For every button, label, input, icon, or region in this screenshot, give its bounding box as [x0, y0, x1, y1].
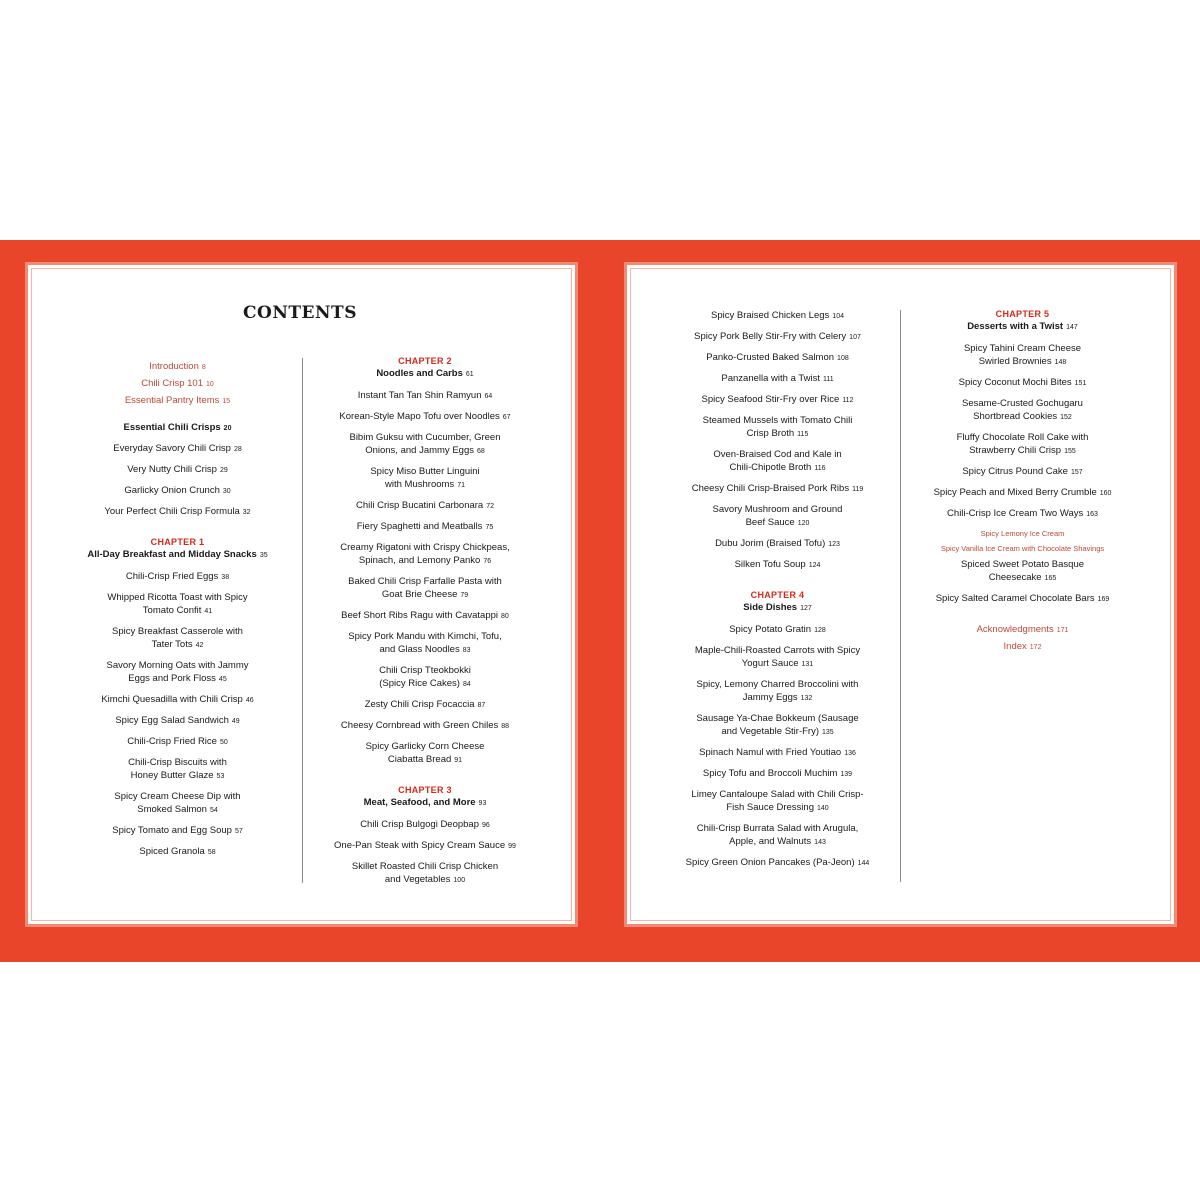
entry-title: Spiced Sweet Potato Basque Cheesecake	[960, 559, 1085, 583]
toc-entry	[660, 309, 895, 323]
page-number: 71	[457, 482, 465, 489]
entry-title: Creamy Rigatoni with Crispy Chickpeas, Spinach, and Lemony Panko	[340, 542, 510, 566]
entry-title: Everyday Savory Chili Crisp	[113, 443, 231, 454]
toc-entry	[310, 860, 540, 887]
page-number: 135	[822, 729, 834, 736]
toc-column-1	[60, 360, 295, 866]
entry-title: Spicy Citrus Pound Cake	[962, 466, 1068, 477]
entry-title: Spicy Pork Mandu with Kimchi, Tofu, and Glass Noodles	[348, 631, 502, 655]
entry-title: Essential Chili Crisps	[123, 422, 221, 433]
page-number: 61	[465, 371, 474, 378]
page-number: 79	[460, 592, 469, 599]
page-number: 29	[219, 467, 228, 474]
entry-title: Silken Tofu Soup	[734, 559, 806, 570]
toc-column-3	[660, 309, 895, 877]
page-number: 46	[245, 697, 254, 704]
page-number: 87	[477, 702, 486, 709]
page-number: 96	[482, 822, 490, 829]
toc-entry	[310, 740, 540, 767]
entry-title: Spicy Coconut Mochi Bites	[958, 377, 1072, 388]
toc-entry	[60, 625, 295, 652]
toc-entry	[660, 644, 895, 671]
page-number: 72	[486, 503, 495, 510]
page-number: 104	[832, 313, 844, 320]
entry-title: Fiery Spaghetti and Meatballs	[356, 521, 483, 532]
toc-entry	[310, 698, 540, 712]
toc-entry	[910, 342, 1135, 369]
page-number: 75	[485, 524, 494, 531]
entry-title: Spicy Cream Cheese Dip with Smoked Salmon	[114, 791, 241, 815]
page-number: 54	[209, 807, 218, 814]
toc-entry	[310, 410, 540, 424]
page-number: 28	[233, 446, 242, 453]
toc-entry	[310, 609, 540, 623]
backmatter-entry	[910, 623, 1135, 637]
section-title	[60, 421, 295, 435]
page-number: 99	[508, 843, 516, 850]
toc-entry	[660, 746, 895, 760]
toc-entry	[60, 505, 295, 519]
toc-entry	[660, 351, 895, 365]
page-number: 147	[1066, 324, 1078, 331]
contents-heading: CONTENTS	[243, 303, 357, 323]
page-number: 68	[476, 448, 485, 455]
entry-title: Spicy Salted Caramel Chocolate Bars	[935, 593, 1095, 604]
page-number: 45	[218, 676, 227, 683]
toc-entry	[310, 719, 540, 733]
toc-entry	[660, 414, 895, 441]
entry-title: Chili-Crisp Burrata Salad with Arugula, Apple, and Walnuts	[696, 823, 859, 847]
toc-column-4	[910, 308, 1135, 657]
entry-title: Savory Morning Oats with Jammy Eggs and Pork Floss	[106, 660, 249, 684]
page-number: 163	[1086, 511, 1098, 518]
toc-entry	[310, 575, 540, 602]
entry-title: Garlicky Onion Crunch	[124, 485, 220, 496]
toc-entry	[910, 558, 1135, 585]
entry-title: Cheesy Cornbread with Green Chiles	[340, 720, 499, 731]
toc-entry	[60, 845, 295, 859]
entry-title: Spicy Garlicky Corn Cheese Ciabatta Bread	[365, 741, 485, 765]
page-number: 123	[828, 541, 840, 548]
page-number: 116	[814, 465, 826, 472]
toc-entry	[660, 537, 895, 551]
entry-title: Spicy Egg Salad Sandwich	[115, 715, 229, 726]
page-number: 136	[844, 750, 856, 757]
entry-title: Spicy Lemony Ice Cream	[980, 529, 1065, 538]
toc-entry	[310, 818, 540, 832]
page-number: 49	[231, 718, 240, 725]
column-divider	[302, 358, 303, 883]
entry-title: Dubu Jorim (Braised Tofu)	[715, 538, 826, 549]
toc-entry	[60, 693, 295, 707]
page-number: 120	[797, 520, 810, 527]
page-number: 76	[483, 558, 492, 565]
entry-title: Panzanella with a Twist	[721, 373, 820, 384]
entry-title: Spicy Tahini Cream Cheese Swirled Brownies	[963, 343, 1082, 367]
entry-title: Panko-Crusted Baked Salmon	[706, 352, 835, 363]
toc-entry	[60, 790, 295, 817]
entry-title: Spicy Miso Butter Linguini with Mushrooms	[370, 466, 480, 490]
toc-entry	[660, 788, 895, 815]
page-number: 32	[242, 509, 251, 516]
page-number: 115	[797, 431, 809, 438]
page-number: 100	[453, 877, 466, 884]
backmatter-entry	[910, 640, 1135, 654]
entry-title: Spicy, Lemony Charred Broccolini with Jammy Eggs	[696, 679, 859, 703]
entry-title: Chili Crisp Bulgogi Deopbap	[360, 819, 480, 830]
entry-title: Spicy Seafood Stir-Fry over Rice	[701, 394, 840, 405]
page-number: 152	[1060, 414, 1072, 421]
entry-title: Instant Tan Tan Shin Ramyun	[357, 390, 482, 401]
entry-title: Sausage Ya-Chae Bokkeum (Sausage and Vegetable Stir-Fry)	[696, 713, 859, 737]
entry-title: Whipped Ricotta Toast with Spicy Tomato Confit	[107, 592, 248, 616]
page-number: 131	[801, 661, 814, 668]
page-number: 20	[223, 425, 232, 432]
page-number: 144	[857, 860, 870, 867]
page-number: 35	[259, 552, 268, 559]
page-number: 30	[222, 488, 231, 495]
page-number: 58	[207, 849, 216, 856]
entry-title: Very Nutty Chili Crisp	[127, 464, 217, 475]
chapter-label: CHAPTER 4	[750, 590, 805, 600]
page-number: 148	[1054, 359, 1067, 366]
toc-entry	[310, 499, 540, 513]
chapter-label: CHAPTER 5	[995, 309, 1050, 319]
sub-entry	[910, 543, 1135, 554]
entry-title: Chili-Crisp Fried Rice	[127, 736, 217, 747]
chapter-heading	[310, 784, 540, 810]
entry-title: Spicy Pork Belly Stir-Fry with Celery	[694, 331, 847, 342]
toc-entry	[660, 767, 895, 781]
entry-title: Cheesy Chili Crisp-Braised Pork Ribs	[691, 483, 850, 494]
page-number: 8	[201, 364, 206, 371]
spacer	[60, 411, 295, 421]
toc-entry	[60, 570, 295, 584]
entry-title: Fluffy Chocolate Roll Cake with Strawberry Chili Crisp	[956, 432, 1089, 456]
toc-entry	[310, 541, 540, 568]
entry-title: Spicy Tomato and Egg Soup	[112, 825, 232, 836]
sub-entry	[910, 528, 1135, 539]
toc-entry	[660, 558, 895, 572]
toc-entry	[310, 520, 540, 534]
page-number: 80	[501, 613, 509, 620]
chapter-heading	[660, 589, 895, 615]
entry-title: Bibim Guksu with Cucumber, Green Onions, and Jammy Eggs	[349, 432, 501, 456]
page-number: 57	[234, 828, 243, 835]
toc-entry	[910, 507, 1135, 521]
page-number: 41	[204, 608, 213, 615]
page-number: 171	[1056, 627, 1069, 634]
entry-title: Savory Mushroom and Ground Beef Sauce	[712, 504, 843, 528]
entry-title: Spicy Tofu and Broccoli Muchim	[702, 768, 838, 779]
spacer	[910, 613, 1135, 623]
page-number: 83	[462, 647, 471, 654]
page-number: 151	[1074, 380, 1087, 387]
toc-entry	[910, 397, 1135, 424]
toc-entry	[660, 856, 895, 870]
page-number: 10	[205, 381, 214, 388]
toc-entry	[660, 712, 895, 739]
page-number: 119	[852, 486, 864, 493]
toc-entry	[60, 484, 295, 498]
page-number: 42	[195, 642, 204, 649]
toc-entry	[60, 442, 295, 456]
frontmatter-entry	[60, 394, 295, 408]
entry-title: Chili-Crisp Ice Cream Two Ways	[947, 508, 1084, 519]
entry-title: Essential Pantry Items	[124, 395, 220, 406]
toc-entry	[60, 714, 295, 728]
entry-title: Your Perfect Chili Crisp Formula	[104, 506, 240, 517]
entry-title: Chili Crisp Bucatini Carbonara	[355, 500, 484, 511]
entry-title: Chili Crisp 101	[141, 378, 203, 389]
entry-title: Steamed Mussels with Tomato Chili Crisp Broth	[702, 415, 853, 439]
toc-entry	[60, 756, 295, 783]
entry-title: Beef Short Ribs Ragu with Cavatappi	[341, 610, 499, 621]
page-number: 124	[808, 562, 821, 569]
entry-title: Limey Cantaloupe Salad with Chili Crisp- Fish Sauce Dressing	[691, 789, 864, 813]
toc-entry	[60, 735, 295, 749]
toc-entry	[660, 678, 895, 705]
toc-entry	[310, 389, 540, 403]
page-number: 157	[1070, 469, 1083, 476]
entry-title: Maple-Chili-Roasted Carrots with Spicy Yogurt Sauce	[694, 645, 861, 669]
page-number: 84	[462, 681, 471, 688]
chapter-heading	[60, 536, 295, 562]
toc-entry	[60, 463, 295, 477]
page-number: 64	[484, 393, 493, 400]
toc-entry	[60, 659, 295, 686]
toc-entry	[660, 372, 895, 386]
toc-entry	[310, 630, 540, 657]
chapter-title: All-Day Breakfast and Midday Snacks 35	[87, 549, 268, 560]
entry-title: Baked Chili Crisp Farfalle Pasta with Goat Brie Cheese	[348, 576, 502, 600]
chapter-label: CHAPTER 1	[150, 537, 205, 547]
page-number: 160	[1099, 490, 1112, 497]
chapter-label: CHAPTER 2	[398, 356, 452, 366]
entry-title: Spicy Vanilla Ice Cream with Chocolate Shavings	[940, 544, 1105, 553]
toc-entry	[660, 330, 895, 344]
toc-entry	[910, 465, 1135, 479]
toc-entry	[660, 393, 895, 407]
page-number: 172	[1029, 644, 1042, 651]
page-number: 15	[222, 398, 231, 405]
page-number: 165	[1044, 575, 1057, 582]
toc-entry	[910, 431, 1135, 458]
entry-title: Chili-Crisp Biscuits with Honey Butter Glaze	[128, 757, 227, 781]
page-number: 107	[849, 334, 861, 341]
entry-title: Korean-Style Mapo Tofu over Noodles	[339, 411, 500, 422]
entry-title: Spinach Namul with Fried Youtiao	[699, 747, 842, 758]
entry-title: Index	[1003, 641, 1027, 652]
chapter-title: Meat, Seafood, and More 93	[363, 797, 487, 808]
entry-title: Spiced Granola	[139, 846, 205, 857]
chapter-title: Desserts with a Twist 147	[967, 321, 1078, 332]
toc-entry	[310, 839, 540, 853]
toc-entry	[660, 482, 895, 496]
page-number: 88	[501, 723, 510, 730]
entry-title: Zesty Chili Crisp Focaccia	[364, 699, 475, 710]
toc-entry	[660, 822, 895, 849]
page-number: 111	[822, 376, 834, 383]
entry-title: Chili-Crisp Fried Eggs	[125, 571, 219, 582]
page-number: 67	[502, 414, 511, 421]
entry-title: Spicy Green Onion Pancakes (Pa-Jeon)	[685, 857, 855, 868]
entry-title: Sesame-Crusted Gochugaru Shortbread Cookies	[962, 398, 1083, 422]
page-number: 128	[814, 627, 826, 634]
page-number: 132	[800, 695, 813, 702]
toc-entry	[910, 592, 1135, 606]
page-number: 155	[1064, 448, 1076, 455]
entry-title: Spicy Potato Gratin	[729, 624, 812, 635]
toc-entry	[910, 376, 1135, 390]
entry-title: Introduction	[149, 361, 199, 372]
frontmatter-entry	[60, 360, 295, 374]
entry-title: Spicy Peach and Mixed Berry Crumble	[933, 487, 1097, 498]
page-number: 169	[1097, 596, 1110, 603]
chapter-title: Side Dishes 127	[743, 602, 812, 613]
chapter-label: CHAPTER 3	[398, 785, 452, 795]
page-number: 93	[478, 800, 487, 807]
entry-title: Spicy Breakfast Casserole with Tater Tots	[112, 626, 243, 650]
page-number: 139	[840, 771, 853, 778]
page-number: 50	[219, 739, 228, 746]
entry-title: Kimchi Quesadilla with Chili Crisp	[101, 694, 243, 705]
page-number: 91	[454, 757, 463, 764]
entry-title: Skillet Roasted Chili Crisp Chicken and Vegetables	[351, 861, 499, 885]
page-number: 140	[816, 805, 829, 812]
toc-entry	[310, 664, 540, 691]
column-divider	[900, 310, 901, 882]
entry-title: Acknowledgments	[976, 624, 1054, 635]
toc-entry	[60, 591, 295, 618]
toc-entry	[910, 486, 1135, 500]
toc-entry	[660, 623, 895, 637]
entry-title: Spicy Braised Chicken Legs	[711, 310, 830, 321]
page-number: 53	[216, 773, 225, 780]
toc-entry	[660, 448, 895, 475]
frontmatter-entry	[60, 377, 295, 391]
page-number: 112	[842, 397, 854, 404]
toc-entry	[60, 824, 295, 838]
toc-entry	[310, 465, 540, 492]
chapter-title: Noodles and Carbs 61	[376, 368, 474, 379]
toc-entry	[660, 503, 895, 530]
page-number: 143	[814, 839, 826, 846]
entry-title: One-Pan Steak with Spicy Cream Sauce	[334, 840, 506, 851]
page-number: 38	[221, 574, 230, 581]
page-number: 127	[800, 605, 812, 612]
chapter-heading	[910, 308, 1135, 334]
toc-column-2	[310, 355, 540, 894]
toc-entry	[310, 431, 540, 458]
entry-title: Oven-Braised Cod and Kale in Chili-Chipotle Broth	[713, 449, 842, 473]
chapter-heading	[310, 355, 540, 381]
page-number: 108	[837, 355, 849, 362]
entry-title: Chili Crisp Tteokbokki (Spicy Rice Cakes)	[379, 665, 471, 689]
